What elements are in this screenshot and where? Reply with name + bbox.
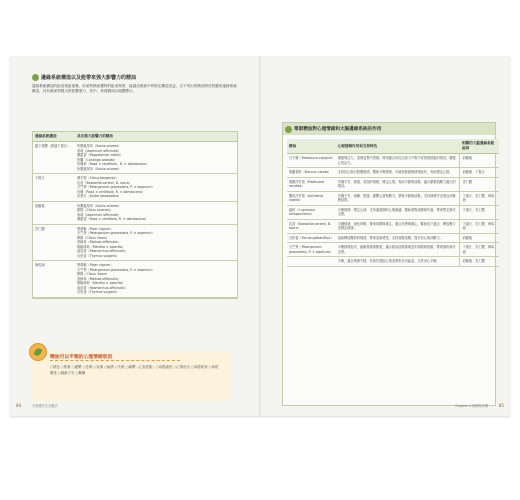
region-cell: 前額葉: [33, 201, 75, 224]
oil-entry: 迷迭香（Rosmarinus officinalis）: [77, 249, 128, 253]
effect-cell: 平撫情緒，深化呼吸，帶來寧靜與專注，適合冥想與靜心，幫助放下過去、釋放壓力並穩定情緒。: [336, 219, 460, 233]
oil-entry: 天竺葵（Pelargonium graveolens, P. × asperum）: [77, 231, 155, 235]
effect-cell: 安撫不安、焦慮、易怒的情緒，穩定心情，有助平靜與放鬆，適合緊張與壓力過大的情況。: [336, 177, 460, 191]
oil-effects-card: [282, 122, 496, 406]
table-header-cell: 精油: [287, 139, 336, 154]
oil-entry: 檸檬（Citrus limon）: [77, 272, 109, 276]
brain-area-cell: 杏仁體: [460, 177, 499, 191]
oil-name-cell: 德國洋甘菊（Matricaria recutita）: [287, 177, 336, 191]
right-section-heading: [283, 123, 495, 135]
oil-entry: 快樂鼠尾草（Salvia sclarea）: [77, 203, 122, 208]
oil-entry: 甜橙（Citrus sinensis）: [77, 208, 113, 212]
brain-area-cell: 前額葉、杏仁體: [460, 257, 499, 267]
oil-name-cell: 羅馬洋甘菊（Anthemis nobilis）: [287, 191, 336, 205]
oil-entry: 快樂鼠尾草（Salvia sclarea）: [77, 166, 122, 171]
region-cell: 杏仁體: [33, 224, 75, 261]
oil-name-cell: 乳香（Boswellia carterii, B. sacra）: [287, 219, 336, 233]
left-section-title: 邊緣系統構造以及能帶來強大影響力的精油: [41, 75, 137, 81]
oil-entry: 迷迭香（Rosmarinus officinalis）: [77, 285, 128, 290]
table-row: [33, 261, 237, 298]
callout-divider: [50, 360, 180, 361]
oil-entry: 茉莉（Jasminum officinale）: [77, 212, 121, 217]
oil-name-cell: 胡蘿蔔籽（Daucus carota）: [287, 168, 336, 178]
table-header-cell: 具有強大影響力的精油: [75, 132, 237, 142]
oils-cell: [75, 174, 237, 202]
oil-entry: 香蜂草（Melissa officinalis）: [77, 276, 121, 281]
brain-area-cell: 前額葉、下視丘: [460, 168, 499, 178]
region-cell: 海馬迴: [33, 261, 75, 298]
region-cell: 腦下垂體（透過下視丘）: [33, 142, 75, 174]
oil-entry: 百里香（Thymus vulgaris）: [77, 290, 120, 294]
oils-cell: [75, 261, 237, 298]
oil-name-cell: [287, 257, 336, 267]
oil-name-cell: 絲柏（Cupressus sempervirens）: [287, 205, 336, 219]
table-row: [287, 205, 499, 219]
leaf-bullet-icon: [32, 74, 39, 81]
oil-entry: 檸檬（Citrus limon）: [77, 235, 109, 240]
effect-cell: 平衡情緒，穩定心神，支持過渡期的心理調適，幫助面對改變與失落，帶來堅定與安全感。: [336, 205, 460, 219]
brain-area-cell: 下視丘、杏仁體: [460, 205, 499, 219]
oil-entry: 百里香（Thymus vulgaris）: [77, 253, 120, 258]
table-header-row: [287, 139, 499, 154]
effect-cell: 安撫不安、煩躁、焦慮、憂鬱心情與壓力，帶來平靜與放鬆，支持情緒安定與良好睡眠品質。: [336, 191, 460, 205]
effect-cell: 支持信心與自我價值感，幫助平衡情緒，可緩和焦慮與情緒起伏，有助穩定心情。: [336, 168, 460, 178]
brain-area-cell: 下視丘、杏仁體、海馬迴: [460, 243, 499, 257]
oils-cell: [75, 224, 237, 261]
table-row: [287, 191, 499, 205]
leaf-bullet-icon: [285, 126, 292, 133]
table-header-row: [33, 132, 237, 142]
table-header-cell: 相關的大腦邊緣系統區域: [460, 139, 499, 154]
left-page: [10, 56, 260, 416]
brain-area-cell: 下視丘、杏仁體、海馬迴: [460, 219, 499, 233]
brain-area-cell: 前額葉: [460, 233, 499, 243]
right-page-number: 85: [498, 403, 504, 408]
oil-name-cell: 白千層（Melaleuca cajuputi）: [287, 154, 336, 168]
book-gutter: [259, 56, 261, 416]
table-row: [287, 233, 499, 243]
oil-entry: 廣藿香（Pogostemon cablin）: [77, 153, 124, 157]
oil-entry: 佛手柑（Citrus bergamia）: [77, 176, 119, 180]
oil-entry: 玫瑰草（Rosa × centifolia、R. × damascena）: [77, 162, 150, 166]
left-page-number: 84: [16, 403, 22, 408]
oil-entry: 依蘭（Cananga odorata）: [77, 157, 118, 162]
table-row: [33, 142, 237, 174]
oil-effects-table: [287, 139, 499, 267]
brain-area-cell: 下視丘、杏仁體、海馬迴: [460, 191, 499, 205]
oil-entry: 胡椒薄荷（Mentha × piperita）: [77, 281, 126, 285]
effect-cell: 平衡情緒起伏，緩解焦慮與緊張，適合經前症候群與更年期情緒波動，帶來愉悅與安定感。: [336, 243, 460, 257]
oil-name-cell: 白松香（Ferula galbaniflua）: [287, 233, 336, 243]
oil-entry: 胡椒薄荷（Mentha × piperita）: [77, 244, 126, 249]
table-row: [287, 154, 499, 168]
table-row: [287, 219, 499, 233]
left-running-title: 芳香療法完全療法: [32, 404, 58, 408]
oil-entry: 廣藿香（Rosa × centifolia, R. × damascena）: [77, 217, 149, 221]
table-row: [287, 168, 499, 178]
oils-cell: [75, 142, 237, 174]
table-row: [33, 201, 237, 224]
brain-area-cell: 前額葉: [460, 154, 499, 168]
oil-entry: 茉莉（Jasminum officinale）: [77, 148, 121, 153]
oil-entry: 天竺葵（Pelargonium graveolens, P. × asperum）: [77, 185, 155, 189]
oil-entry: 黑胡椒（Piper nigrum）: [77, 226, 114, 231]
oil-entry: 乳香（Boswellia carterii, B. sacra）: [77, 180, 132, 185]
oil-entry: 香蜂草（Melissa officinalis）: [77, 240, 121, 244]
effect-cell: 協助釋放壓抑的情緒，帶來清新感受，支持面對改變，提升信心與決斷力。: [336, 233, 460, 243]
right-running-title: Chapter 4 情緒與芳療: [455, 404, 488, 408]
oil-entry: 天竺葵（Pelargonium graveolens, P. × asperum）: [77, 267, 155, 272]
table-row: [33, 224, 237, 261]
callout-title: 精油可以平衡的心理情緒狀況: [50, 355, 113, 360]
oil-name-cell: 天竺葵（Pelargonium graveolens, P. × asperum）: [287, 243, 336, 257]
region-cell: 下視丘: [33, 174, 75, 202]
oil-entry: 黑胡椒（Piper nigrum）: [77, 263, 114, 267]
table-header-cell: 心理情緒作用和支持特色: [336, 139, 460, 154]
orange-leaf-badge-icon: [29, 343, 47, 361]
limbic-oils-table: [32, 131, 238, 299]
emotion-callout-box: [32, 351, 232, 401]
table-row: [287, 257, 499, 267]
effect-cell: 平衡，適合情緒不穩，有助於提振心情並帶來正向能量，支持身心平衡。: [336, 257, 460, 267]
table-row: [33, 174, 237, 202]
oil-entry: 花梨木（Aniba rosaeodora）: [77, 194, 121, 198]
effect-cell: 增進專注力，清理並集中思緒。特別適合用於注意力不集中或思緒混亂的情況，增強心智活力。: [336, 154, 460, 168]
right-section-title: 單群精油對心理情緒和大腦邊緣系統的作用: [294, 127, 382, 132]
table-header-cell: 邊緣系統構造: [33, 132, 75, 142]
callout-items: ○情怒 ○焦慮 ○憂鬱 ○悲傷 ○哀傷 ○崩潰 ○失眠 ○躁鬱（心智混亂）○用腦過度 ○心情低沉 ○神經耗弱 ○神經緊張 ○躁動不安 ○驚嚇: [50, 365, 219, 375]
oils-cell: [75, 201, 237, 224]
left-intro-paragraph: 邊緣系統構造的組成相當複雜，但某些精油獨特的組成特質，能讓這系統中的特定構造受益。以下列出的精油對於對應的邊緣系統構造，具有最深刻強大的影響潛力，其中，茉莉精油以粗體標示。: [32, 84, 237, 94]
table-row: [287, 243, 499, 257]
oil-entry: 快樂鼠尾草（Salvia sclarea）: [77, 144, 122, 148]
left-section-heading: [32, 74, 136, 81]
right-page: [262, 56, 510, 416]
oil-entry: 玫瑰（Rosa × centifolia, R. × damascena）: [77, 189, 145, 194]
table-row: [287, 177, 499, 191]
